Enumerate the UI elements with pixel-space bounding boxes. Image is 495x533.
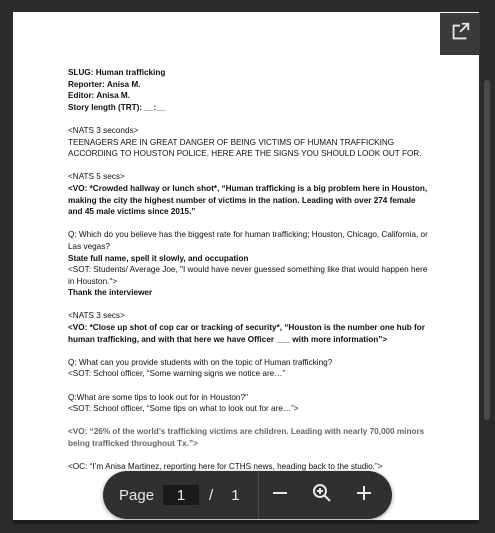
line-gap: [68, 160, 428, 172]
script-line: Reporter: Anisa M.: [68, 79, 141, 89]
document-page: [13, 12, 479, 520]
script-line: <SOT: School officer, “Some warning signs we notice are…”: [68, 369, 286, 379]
script-line: Q:What are some tips to look out for in Houston?": [68, 392, 248, 402]
total-pages: 1: [231, 486, 240, 504]
script-line: Thank the interviewer: [68, 288, 153, 298]
script-line: State full name, spell it slowly, and occupation: [68, 253, 249, 263]
zoom-search-icon: [311, 482, 333, 509]
script-line: <NATS 3 secs>: [68, 311, 125, 321]
fit-zoom-button[interactable]: [301, 471, 343, 519]
script-line: <NATS 3 seconds>: [68, 125, 139, 135]
line-gap: [68, 218, 428, 230]
script-line: <VO: *Close up shot of cop car or tracking of security*, “Houston is the number one hub for human trafficking, and with that here we have Officer ___ with more information”>: [68, 323, 425, 344]
script-line: <OC: “I’m Anisa Martinez, reporting here for CTHS news, heading back to the studio.”>: [68, 462, 383, 472]
script-line: Q: Which do you believe has the biggest rate for human trafficking; Houston, Chicago, California, or Las vegas?: [68, 230, 428, 251]
script-line: Q: What can you provide students with on the topic of Human trafficking?: [68, 357, 333, 367]
script-line: Editor: Anisa M.: [68, 91, 131, 101]
page-label: Page: [119, 486, 155, 504]
page-number-input[interactable]: [163, 485, 199, 505]
page-toolbar: [103, 471, 392, 519]
script-line: <VO: *Crowded hallway or lunch shot*, “Human trafficking is a big problem here in Houston, making the city the highest number of victims in the nation. Leading with over 274 female and 45 male victims since 2015.”: [68, 183, 428, 217]
open-in-new-icon: [449, 21, 471, 48]
page-separator: /: [209, 486, 214, 504]
line-gap: [68, 380, 428, 392]
open-in-new-window-button[interactable]: [440, 13, 480, 55]
page-bottom-edge: [13, 520, 479, 524]
zoom-out-button[interactable]: [259, 471, 301, 519]
scrollbar[interactable]: [484, 80, 490, 420]
minus-icon: [270, 483, 290, 508]
document-text: [68, 67, 428, 473]
line-gap: [68, 345, 428, 357]
script-line: <SOT: School officer, “Some tips on what to look out for are…”>: [68, 404, 299, 414]
script-line: TEENAGERS ARE IN GREAT DANGER OF BEING VICTIMS OF HUMAN TRAFFICKING ACCORDING TO HOUSTON POLICE. HERE ARE THE SIGNS YOU SHOULD LOOK OUT FOR.: [68, 137, 422, 159]
script-line: <VO: “26% of the world’s trafficking victims are children. Leading with nearly 70,000 minors being trafficked throughout Tx.”>: [68, 427, 425, 448]
script-line: SLUG: Human trafficking: [68, 68, 166, 77]
script-line: Story length (TRT): __:__: [68, 102, 166, 112]
line-gap: [68, 450, 428, 462]
script-line: <NATS 5 secs>: [68, 172, 125, 182]
script-line: <SOT: Students/ Average Joe, "I would have never guessed something like that would happen here in Houston.">: [68, 265, 428, 286]
line-gap: [68, 113, 428, 125]
plus-icon: [354, 483, 374, 508]
line-gap: [68, 415, 428, 427]
line-gap: [68, 299, 428, 311]
zoom-in-button[interactable]: [343, 471, 385, 519]
